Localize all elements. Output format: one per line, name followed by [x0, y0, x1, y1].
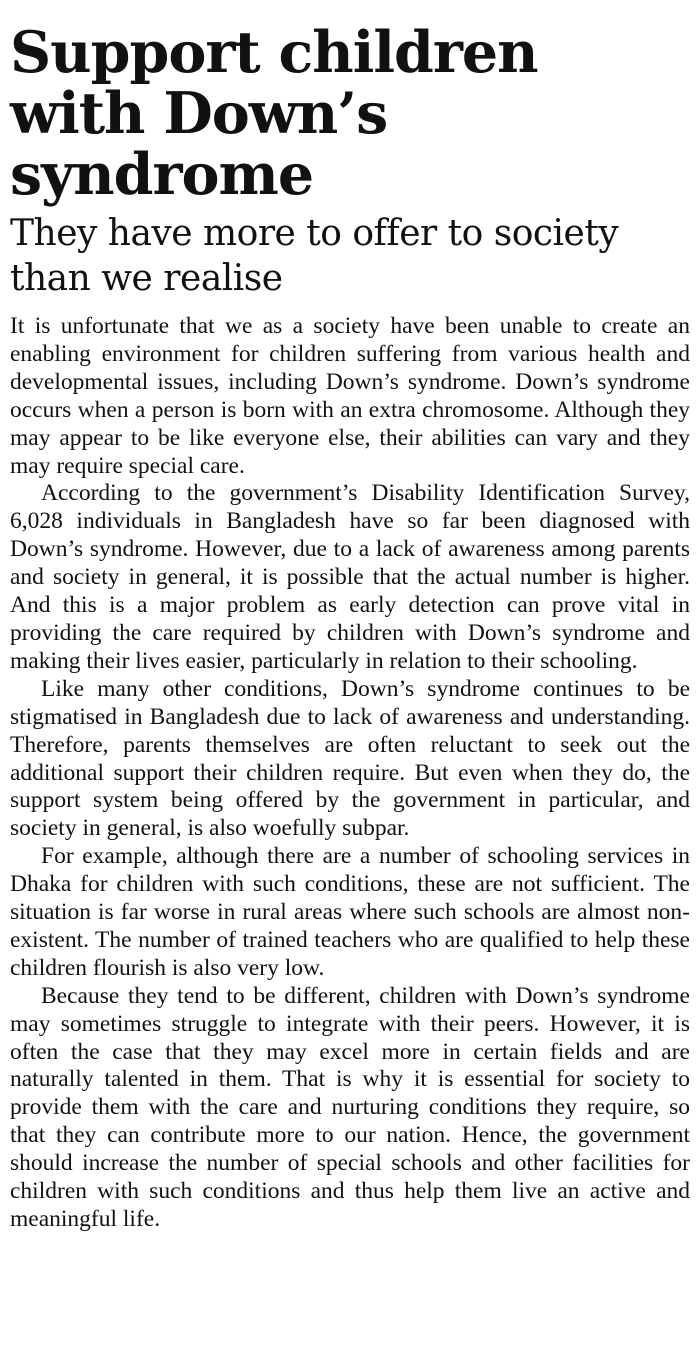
article-headline: Support children with Down’s syndrome	[10, 19, 538, 208]
body-paragraph: According to the government’s Disability Identification Survey, 6,028 individuals in Bangladesh have so far been diagnosed with Down’s syndrome. However, due to a lack of awareness among parents and society in general, it is possible that the actual number is higher. And this is a major problem as early detection can prove vital in providing the care required by children with Down’s syndrome and making their lives easier, particularly in relation to their schooling.	[10, 480, 690, 674]
body-paragraph: Like many other conditions, Down’s syndrome continues to be stigmatised in Bangladesh due to lack of awareness and understanding. Therefore, parents themselves are often reluctant to seek out the additional support their children require. But even when they do, the support system being offered by the government in particular, and society in general, is also woefully subpar.	[10, 675, 690, 842]
body-paragraph: It is unfortunate that we as a society have been unable to create an enabling environment for children suffering from various health and developmental issues, including Down’s syndrome. Down’s syndrome occurs when a person is born with an extra chromosome. Although they may appear to be like everyone else, their abilities can vary and they may require special care.	[10, 313, 690, 479]
body-paragraph: For example, although there are a number of schooling services in Dhaka for children with such conditions, these are not sufficient. The situation is far worse in rural areas where such schools are almost non-existent. The number of trained teachers who are qualified to help these children flourish is also very low.	[10, 843, 690, 981]
article-subheadline: They have more to offer to society than we realise	[10, 213, 619, 299]
body-paragraph: Because they tend to be different, children with Down’s syndrome may sometimes struggle to integrate with their peers. However, it is often the case that they may excel more in certain fields and are naturally talented in them. That is why it is essential for society to provide them with the care and nurturing conditions they require, so that they can contribute more to our nation. Hence, the government should increase the number of special schools and other facilities for children with such conditions and thus help them live an active and meaningful life.	[10, 982, 690, 1232]
article	[10, 0, 690, 1234]
article-body	[10, 313, 690, 1234]
